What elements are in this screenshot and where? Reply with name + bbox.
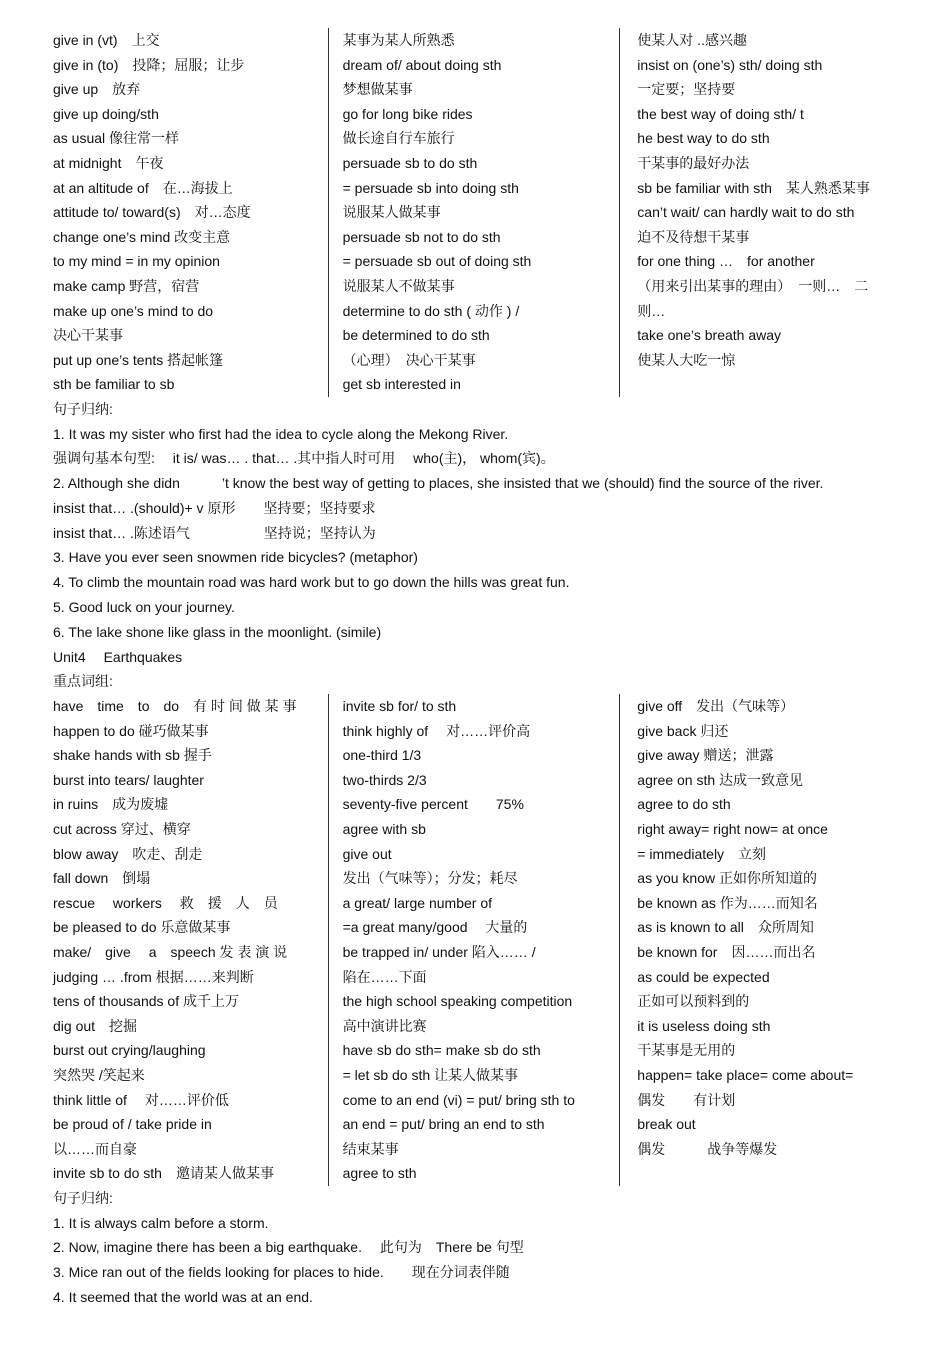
phrase-line: happen to do 碰巧做某事	[53, 722, 209, 739]
sentence-line: 4. To climb the mountain road was hard work but to go down the hills was great fun.	[53, 574, 570, 591]
phrase-line: change one’s mind 改变主意	[53, 228, 231, 245]
phrase-line: = immediately 立刻	[637, 845, 767, 862]
phrase-line: 干某事的最好办法	[637, 154, 750, 171]
phrase-line: （用来引出某事的理由） 一则… 二	[637, 277, 869, 294]
sentence-line: 2. Although she didn ’t know the best way of getting to places, she insisted that we (should) find the source of the river.	[53, 475, 824, 492]
phrase-line: 干某事是无用的	[637, 1042, 736, 1059]
document-page	[53, 28, 903, 1310]
phrase-line: come to an end (vi) = put/ bring sth to	[342, 1091, 575, 1108]
phrase-line: give out	[342, 845, 392, 862]
phrase-line: seventy-five percent 75%	[342, 796, 524, 813]
phrase-line: invite sb to do sth 邀请某人做某事	[53, 1165, 274, 1182]
phrase-line: burst out crying/laughing	[53, 1042, 206, 1059]
phrase-line: be pleased to do 乐意做某事	[53, 919, 231, 936]
phrase-line: 结束某事	[342, 1140, 399, 1157]
phrase-line: one-third 1/3	[342, 747, 422, 764]
sentence-line: 3. Have you ever seen snowmen ride bicycles? (metaphor)	[53, 549, 418, 566]
phrase-line: take one’s breath away	[637, 327, 782, 344]
phrase-line: think little of 对……评价低	[53, 1091, 229, 1108]
phrase-line: right away= right now= at once	[637, 821, 828, 838]
phrase-line: give up 放弃	[53, 81, 141, 98]
phrase-line: burst into tears/ laughter	[53, 771, 204, 788]
sentence-line: 3. Mice ran out of the fields looking for places to hide. 现在分词表伴随	[53, 1264, 510, 1281]
phrase-line: （心理） 决心干某事	[342, 351, 476, 368]
phrase-line: get sb interested in	[342, 376, 461, 393]
phrase-line: agree to sth	[342, 1165, 417, 1182]
phrase-line: attitude to/ toward(s) 对…态度	[53, 204, 251, 221]
phrase-line: dream of/ about doing sth	[342, 56, 502, 73]
phrase-line: 突然哭 /笑起来	[53, 1066, 145, 1083]
phrase-line: blow away 吹走、刮走	[53, 845, 203, 862]
sentence-line: 1. It is always calm before a storm.	[53, 1214, 269, 1231]
phrase-line: as usual 像往常一样	[53, 130, 180, 147]
phrase-line: be known as 作为……而知名	[637, 894, 818, 911]
phrase-line: give away 赠送；泄露	[637, 747, 774, 764]
phrase-line: it is useless doing sth	[637, 1017, 771, 1034]
phrase-line: = persuade sb out of doing sth	[342, 253, 532, 270]
unit4-column-1	[53, 694, 337, 1186]
sentence-line: insist that… .陈述语气 坚持说；坚持认为	[53, 524, 376, 541]
phrase-line: invite sb for/ to sth	[342, 698, 457, 715]
unit3-column-1	[53, 28, 337, 397]
unit4-phrases-label: 重点词组:	[53, 673, 113, 690]
phrase-line: 说服某人做某事	[342, 204, 441, 221]
phrase-line: = persuade sb into doing sth	[342, 179, 519, 196]
phrase-line: put up one’s tents 搭起帐篷	[53, 351, 224, 368]
phrase-line: have time to do 有 时 间 做 某 事	[53, 698, 297, 715]
phrase-line: to my mind = in my opinion	[53, 253, 220, 270]
phrase-line: at an altitude of 在…海拔上	[53, 179, 233, 196]
unit3-phrase-table	[53, 28, 903, 397]
phrase-line: judging … .from 根据……来判断	[53, 968, 254, 985]
phrase-line: an end = put/ bring an end to sth	[342, 1116, 545, 1133]
phrase-line: as could be expected	[637, 968, 770, 985]
phrase-line: cut across 穿过、横穿	[53, 821, 191, 838]
phrase-line: 发出（气味等）；分发；耗尽	[342, 870, 518, 887]
phrase-line: sth be familiar to sb	[53, 376, 175, 393]
unit3-sentences-label: 句子归纳:	[53, 400, 113, 417]
phrase-line: as you know 正如你所知道的	[637, 870, 818, 887]
phrase-line: he best way to do sth	[637, 130, 770, 147]
phrase-line: 正如可以预料到的	[637, 993, 750, 1010]
phrase-line: make up one’s mind to do	[53, 302, 214, 319]
phrase-line: give in (to) 投降；屈服；让步	[53, 56, 245, 73]
phrase-line: be determined to do sth	[342, 327, 490, 344]
phrase-line: be trapped in/ under 陷入…… /	[342, 944, 536, 960]
phrase-line: think highly of 对……评价高	[342, 722, 531, 739]
phrase-line: break out	[637, 1116, 696, 1133]
unit4-column-3	[619, 694, 903, 1186]
phrase-line: agree on sth 达成一致意见	[637, 771, 804, 788]
phrase-line: for one thing … for another	[637, 253, 815, 270]
phrase-line: at midnight 午夜	[53, 154, 164, 171]
phrase-line: 做长途自行车旅行	[342, 130, 455, 147]
unit4-sentences	[53, 1211, 903, 1310]
phrase-line: 说服某人不做某事	[342, 277, 455, 294]
phrase-line: 高中演讲比赛	[342, 1017, 427, 1034]
sentence-line: 1. It was my sister who first had the idea to cycle along the Mekong River.	[53, 425, 509, 442]
phrase-line: two-thirds 2/3	[342, 771, 427, 788]
phrase-line: 梦想做某事	[342, 81, 413, 98]
phrase-line: be proud of / take pride in	[53, 1116, 212, 1133]
sentence-line: insist that… .(should)+ v 原形 坚持要；坚持要求	[53, 499, 376, 516]
phrase-line: shake hands with sb 握手	[53, 747, 212, 764]
unit3-column-3	[619, 28, 903, 397]
phrase-line: fall down 倒塌	[53, 870, 151, 887]
sentence-line: 强调句基本句型: it is/ was… . that… .其中指人时可用 who(主)， whom(宾)。	[53, 450, 555, 467]
unit3-sentences	[53, 422, 903, 645]
phrase-line: happen= take place= come about=	[637, 1066, 854, 1083]
phrase-line: give in (vt) 上交	[53, 32, 160, 48]
phrase-line: persuade sb not to do sth	[342, 228, 501, 245]
phrase-line: agree to do sth	[637, 796, 731, 813]
phrase-line: 以……而自豪	[53, 1140, 137, 1157]
phrase-line: give up doing/sth	[53, 105, 159, 122]
phrase-line: 使某人对 ..感兴趣	[637, 32, 747, 48]
phrase-line: agree with sb	[342, 821, 426, 838]
phrase-line: tens of thousands of 成千上万	[53, 993, 239, 1010]
phrase-line: in ruins 成为废墟	[53, 796, 169, 813]
phrase-line: the best way of doing sth/ t	[637, 105, 804, 122]
phrase-line: rescue workers 救 援 人 员	[53, 894, 278, 911]
phrase-line: a great/ large number of	[342, 894, 493, 911]
phrase-line: go for long bike rides	[342, 105, 473, 122]
phrase-line: 使某人大吃一惊	[637, 351, 736, 368]
phrase-line: 决心干某事	[53, 327, 123, 344]
sentence-line: 2. Now, imagine there has been a big earthquake. 此句为 There be 句型	[53, 1239, 524, 1256]
unit4-column-2	[328, 694, 605, 1186]
phrase-line: 则…	[637, 302, 666, 319]
phrase-line: make/ give a speech 发 表 演 说	[53, 944, 288, 960]
phrase-line: sb be familiar with sth 某人熟悉某事	[637, 179, 870, 196]
phrase-line: the high school speaking competition	[342, 993, 573, 1010]
phrase-line: 偶发 有计划	[637, 1091, 736, 1108]
phrase-line: give back 归还	[637, 722, 729, 739]
phrase-line: give off 发出（气味等）	[637, 698, 795, 715]
phrase-line: 偶发 战争等爆发	[637, 1140, 778, 1157]
phrase-line: persuade sb to do sth	[342, 154, 478, 171]
phrase-line: can’t wait/ can hardly wait to do sth	[637, 204, 855, 221]
phrase-line: 陷在……下面	[342, 968, 427, 985]
phrase-line: be known for 因……而出名	[637, 944, 816, 960]
sentence-line: 4. It seemed that the world was at an end.	[53, 1288, 313, 1305]
unit4-title: Unit4 Earthquakes	[53, 648, 183, 665]
unit4-phrase-table	[53, 694, 903, 1186]
phrase-line: =a great many/good 大量的	[342, 919, 528, 936]
unit4-sentences-label: 句子归纳:	[53, 1189, 113, 1206]
phrase-line: 某事为某人所熟悉	[342, 32, 455, 48]
sentence-line: 6. The lake shone like glass in the moonlight. (simile)	[53, 623, 382, 640]
phrase-line: make camp 野营，宿营	[53, 277, 200, 294]
phrase-line: as is known to all 众所周知	[637, 919, 814, 936]
phrase-line: determine to do sth ( 动作 ) /	[342, 302, 520, 319]
phrase-line: 迫不及待想干某事	[637, 228, 750, 245]
unit3-column-2	[328, 28, 605, 397]
phrase-line: 一定要；坚持要	[637, 81, 736, 98]
sentence-line: 5. Good luck on your journey.	[53, 599, 235, 616]
phrase-line: have sb do sth= make sb do sth	[342, 1042, 541, 1059]
phrase-line: = let sb do sth 让某人做某事	[342, 1066, 519, 1083]
phrase-line: dig out 挖掘	[53, 1017, 138, 1034]
phrase-line: insist on (one’s) sth/ doing sth	[637, 56, 823, 73]
